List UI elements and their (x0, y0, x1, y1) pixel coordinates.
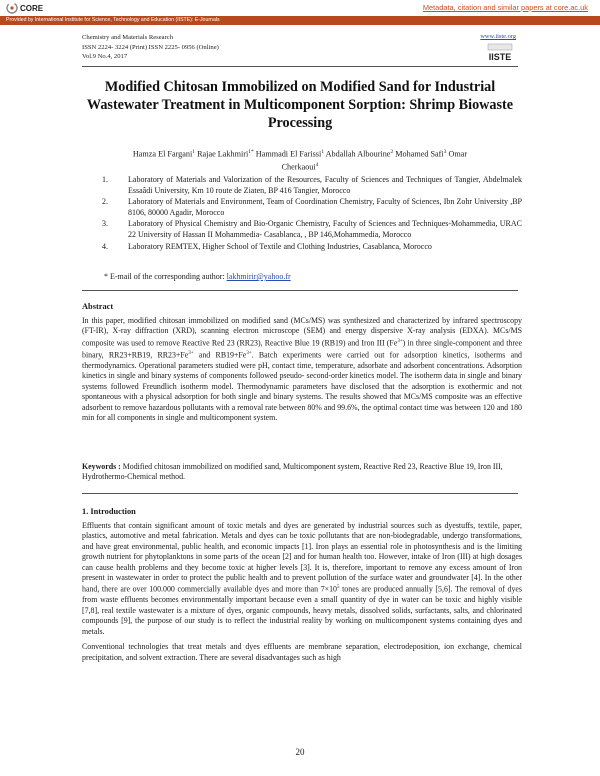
journal-volume: Vol.9 No.4, 2017 (82, 53, 128, 61)
email-label: * E-mail of the corresponding author: (104, 272, 227, 281)
introduction-heading: 1. Introduction (82, 507, 136, 516)
affiliation-text: Laboratory of Materials and Environment, Team of Coordination Chemistry, Faculty of Sciences, Ibn Zohr University ,BP 8106, 80000 Agadir, Morocco (128, 197, 522, 217)
abstract-text: . Batch experiments were carried out for adsorption kinetics, isotherms and thermodynamics. Operational parameters studied were pH, contact time, temperature, adsorbate and adsorbent concentrations. Adsorption kinetics in single and binary systems of components followed pseudo- second-order kinetics model. The isotherm data in single and binary systems followed Freundlich isotherm model. Thermodynamic parameters have disclosed that the adsorption is exothermic and not spontaneous with a physical adsorption for both single and binary systems. The results showed that MCs/MS composite was an effective adsorbent to remove hazardous pollutants with a removal rate between 80% and 99.6%, the optimal contact time was between 120 and 180 min for all components in single and multicomponent system. (82, 350, 522, 422)
journal-header (82, 33, 219, 62)
core-logo[interactable] (6, 2, 43, 14)
keywords (82, 462, 522, 483)
affiliation-number: 1. (102, 175, 108, 184)
affiliation-item (82, 197, 522, 218)
introduction-text: tones are produced annually [5,6]. The removal of dyes from waste effluents becomes environmentally important because even a small quantity of dye in water can be toxic and highly visible [7,8], real textile wastewater is a mixture of dyes, organic compounds, heavy metals, dissolved solids, surfactants, salts, and chlorinated compounds [9], the purpose of our study is to reflect the industrial reality by working on multicomponent systems containing dyes and metals. (82, 585, 522, 636)
iiste-logo (484, 43, 516, 63)
author-affil-mark: 4 (315, 162, 319, 169)
affiliation-number: 2. (102, 197, 108, 207)
paper-title: Modified Chitosan Immobilized on Modified Sand for Industrial Wastewater Treatment in Multicomponent Sorption: Shrimp Biowaste Processing (86, 79, 514, 131)
abstract-text: In this paper, modified chitosan immobilized on modified sand (MCs/MS) was synthesized and characterized by infrared spectroscopy (FT-IR), X-ray diffraction (XRD), scanning electron microscope (SEM) and energy dispersive X-ray analysis (EDXA). MCs/MS composite was used to remove Reactive Red 23 (RR23), Reactive Blue 19 (RB19) and Iron III (Fe (82, 316, 522, 348)
author-list (90, 147, 510, 173)
author-affil-mark: 1* (248, 149, 254, 155)
author-affil-mark: 3 (443, 149, 447, 155)
affiliation-item (82, 175, 522, 196)
core-logo-text: CORE (20, 3, 44, 13)
introduction-body (82, 521, 522, 663)
abstract-body (82, 316, 522, 423)
page-number: 20 (295, 747, 305, 757)
author-name: Cherkaoui (281, 162, 316, 172)
author-name: Hamza El Fargani (132, 149, 193, 159)
author-name: Omar (446, 149, 468, 159)
journal-issn: ISSN 2224- 3224 (Print) ISSN 2225- 0956 (Online) (82, 43, 219, 51)
core-header-bar (0, 0, 600, 16)
keywords-text: Modified chitosan immobilized on modified sand, Multicomponent system, Reactive Red 23, Reactive Blue 19, Iron III, Hydrothermo-Chemical method. (82, 462, 503, 482)
header-divider (82, 66, 518, 67)
email-link[interactable]: lakhmirir@yahoo.fr (226, 272, 291, 281)
affiliation-item (82, 219, 522, 240)
superscript: 3+ (397, 338, 403, 344)
journal-name: Chemistry and Materials Research (82, 34, 174, 41)
superscript: 3+ (188, 350, 194, 356)
abstract-divider-bottom (82, 493, 518, 494)
author-name: Abdallah Albourine (324, 149, 391, 159)
journal-website-link[interactable]: www.iiste.org (480, 33, 516, 40)
author-affil-mark: 1 (321, 149, 325, 155)
svg-text:IISTE: IISTE (488, 52, 512, 62)
affiliation-text: Laboratory of Materials and Valorization of the Resources, Faculty of Sciences and Techniques of Tangier, Abdelmalek Essaâdi University, Km 10 route de Ziaten, BP 416 Tangier, Morocco (128, 175, 522, 195)
core-logo-icon (6, 2, 18, 14)
affiliation-text: Laboratory of Physical Chemistry and Bio-Organic Chemistry, Faculty of Sciences and Techniques-Mohammedia, URAC 22 University of Hassan II Mohammedia- Casablanca, , BP 146,Mohammedia, Morocco (128, 219, 522, 239)
introduction-text: Effluents that contain significant amount of toxic metals and dyes are generated by industrial sources such as dyestuffs, textile, paper, plastics, automotive and metal fabrication. Metals and dyes can be toxic pollutants that are non-biodegradable, undergo transformations, and have great environmental, public health, and economic impacts [1]. Iron plays an essential role in photosynthesis and is the limiting growth nutrient for phytoplanktons in some parts of the ocean [2] and for human health too. However, intake of Iron (III) at high dosages can cause health problems and they become toxic at higher levels [3]. It is, therefore, important to remove any excess amount of Iron present in wastewater in order to protect the public health and to prevent pollution of the surface water and groundwater [4]. In the other hand, there are over 100.000 commercially available dyes and more than 7×10 (82, 521, 522, 595)
abstract-text: ) in three single-component and three binary, RR23+RB19, RR23+Fe (82, 338, 522, 360)
superscript: 5 (337, 585, 340, 591)
affiliation-number: 3. (102, 219, 108, 229)
introduction-text: Conventional technologies that treat metals and dyes effluents are membrane separation, electrodeposition, ion exchange, chemical precipitation, and solvent extraction. There are several disadvantages such as high (82, 642, 522, 662)
superscript: 3+ (246, 350, 252, 356)
corresponding-email (104, 272, 291, 281)
affiliation-item (82, 242, 522, 253)
author-name: Mohamed Safi (393, 149, 444, 159)
author-affil-mark: 1 (192, 149, 196, 155)
author-affil-mark: 2 (390, 149, 394, 155)
affiliation-text: Laboratory REMTEX, Higher School of Textile and Clothing Industries, Casablanca, Morocco (128, 241, 432, 251)
provided-by-bar (0, 16, 600, 25)
affiliation-number: 4. (102, 241, 108, 251)
abstract-heading: Abstract (82, 302, 114, 311)
abstract-text: and RB19+Fe (193, 350, 247, 360)
affiliation-list (82, 175, 522, 253)
author-name: Rajae Lakhmiri (195, 149, 249, 159)
iiste-logo-icon (484, 43, 516, 63)
keywords-label: Keywords : (82, 462, 123, 471)
author-name: Hammadi El Farissi (253, 149, 322, 159)
provided-by-text[interactable]: Provided by International Institute for Science, Technology and Education (IISTE): E-Journals (6, 17, 220, 23)
abstract-divider-top (82, 290, 518, 291)
core-metadata-link[interactable]: Metadata, citation and similar papers at core.ac.uk (422, 3, 588, 12)
